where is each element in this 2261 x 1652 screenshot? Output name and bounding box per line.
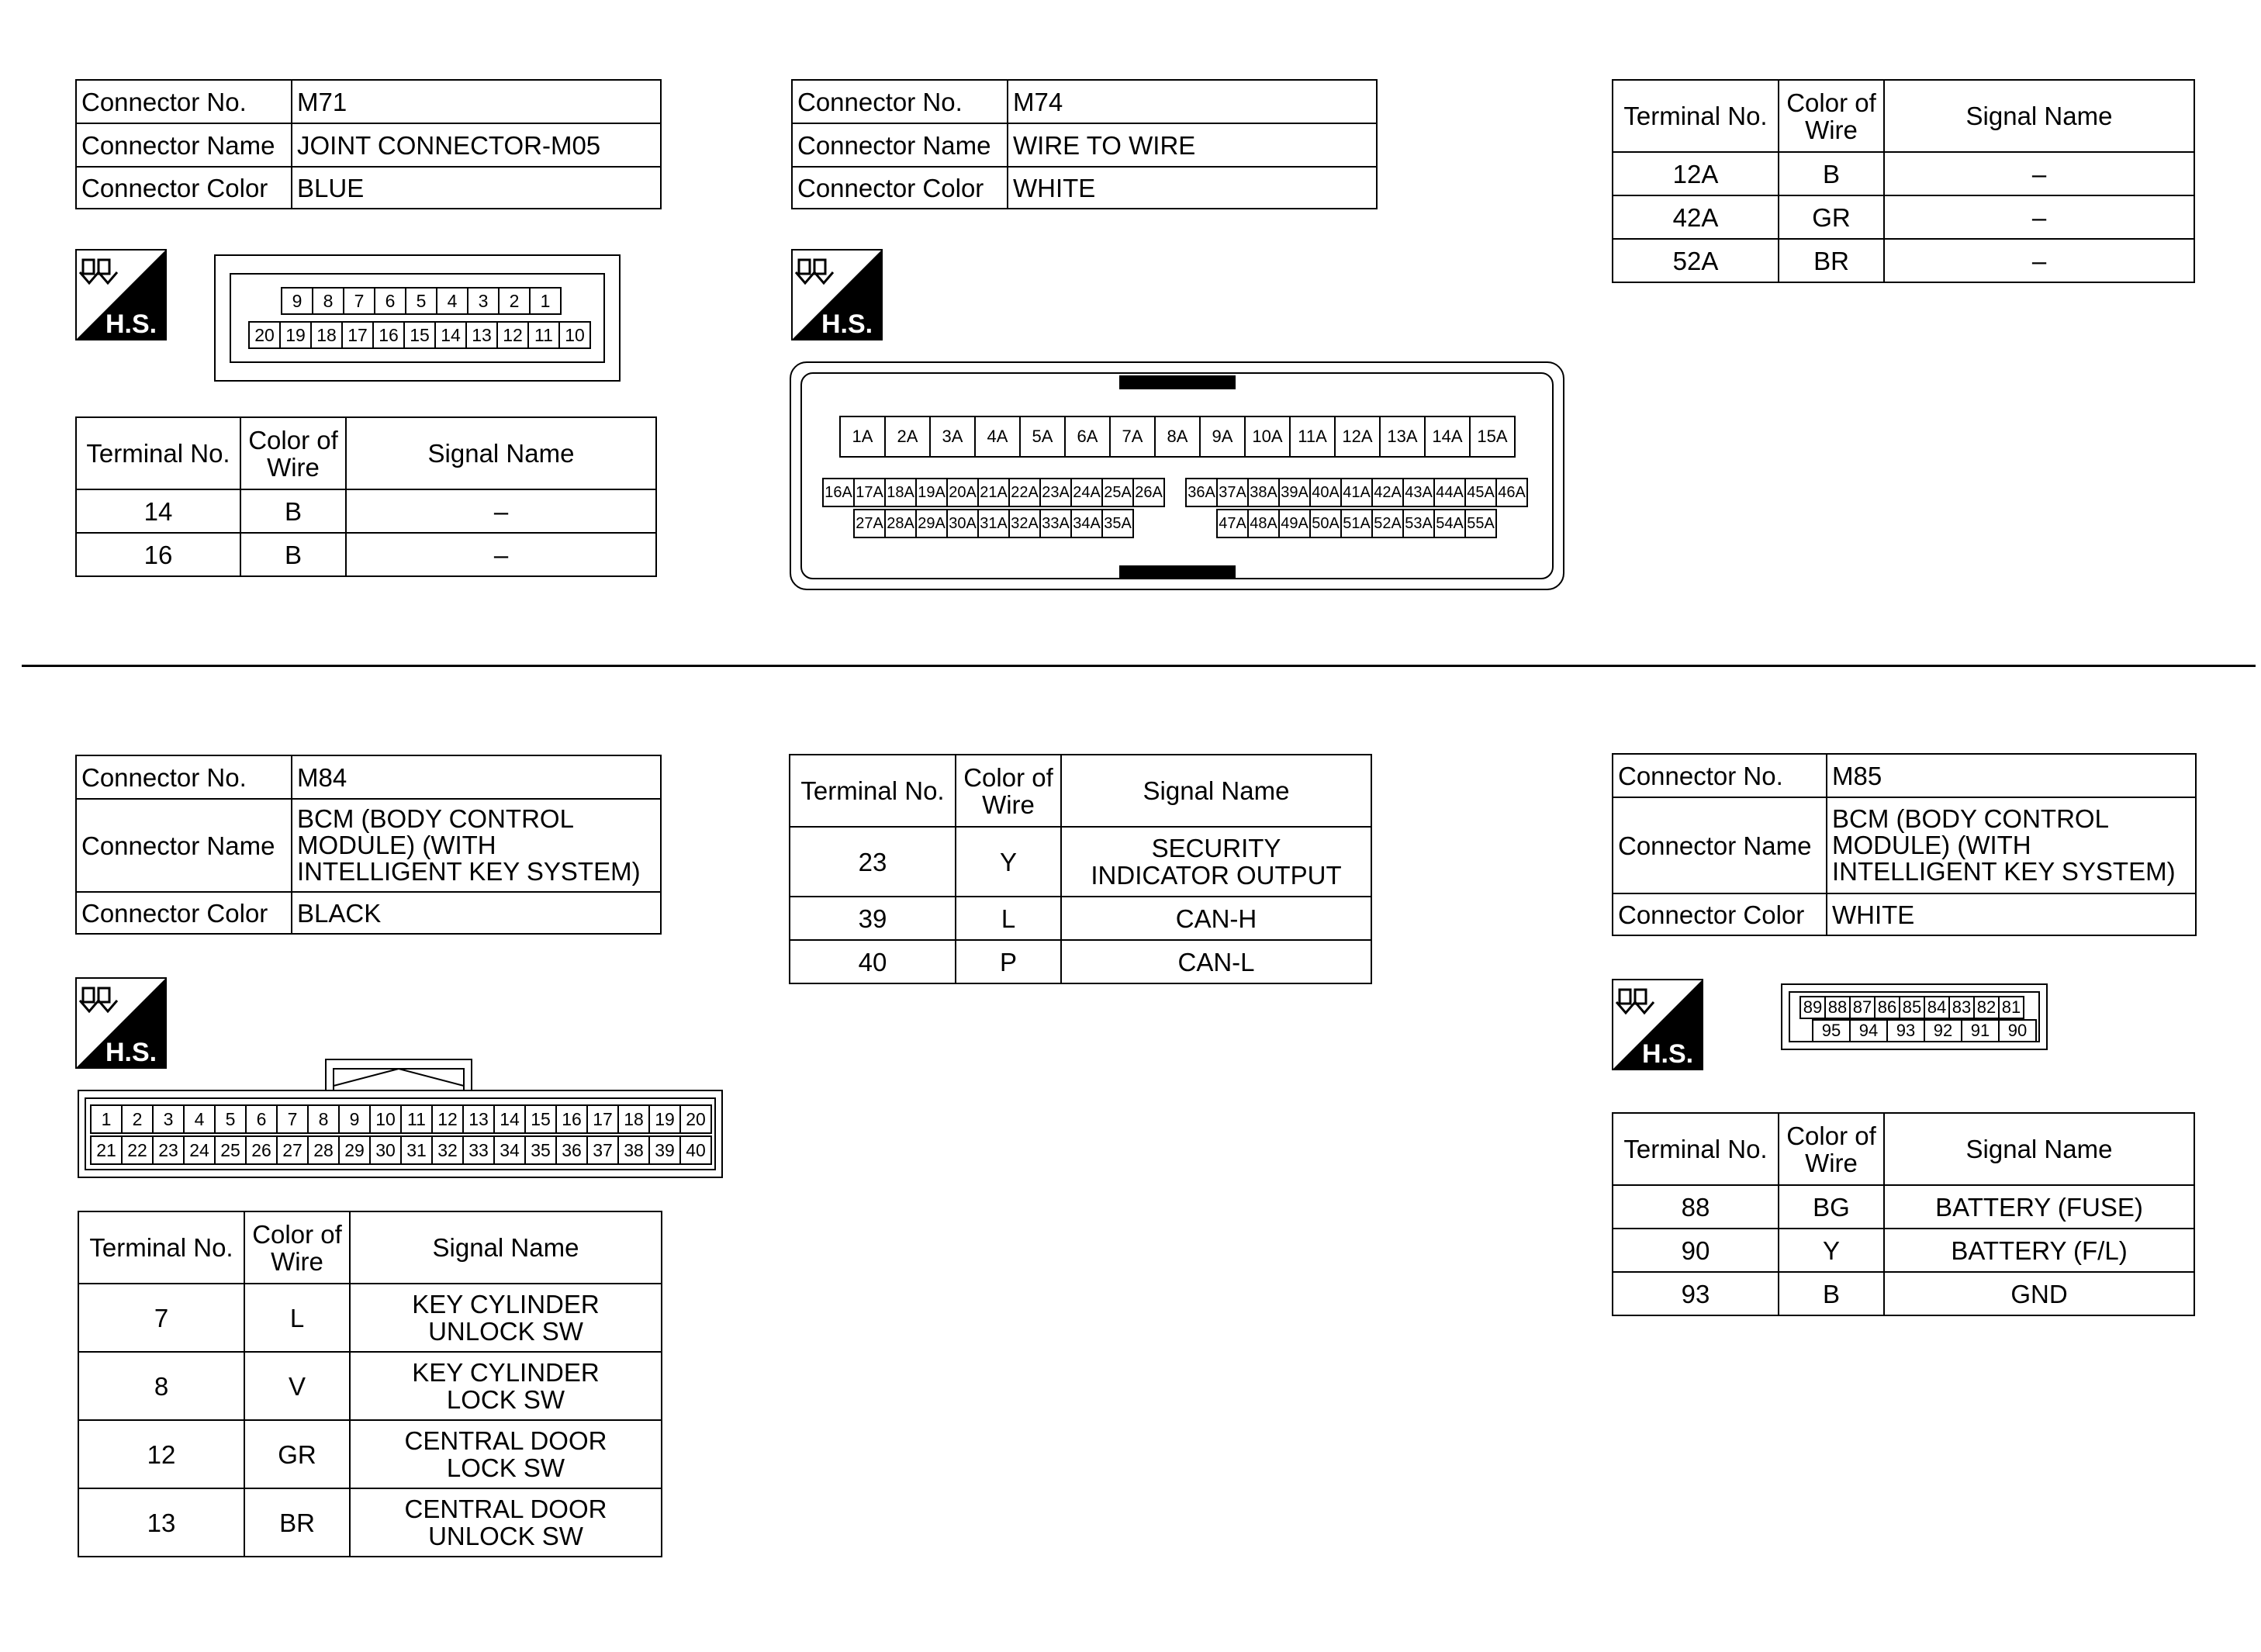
pin-29A: 29A [915,509,948,538]
m85-t1-signal: BATTERY (F/L) [1884,1229,2194,1272]
m84-name-line-3: INTELLIGENT KEY SYSTEM) [297,857,641,886]
pin-38A: 38A [1247,478,1280,507]
pin-35A: 35A [1101,509,1134,538]
pin-50A: 50A [1309,509,1342,538]
label-connector-name: Connector Name [792,123,1008,167]
pin-52A: 52A [1371,509,1404,538]
pin-38: 38 [617,1135,650,1165]
m84-t6-no: 40 [790,940,956,983]
pin-21: 21 [90,1135,123,1165]
m84-t1-no: 8 [78,1352,244,1420]
pin-15: 15 [524,1104,557,1134]
m84-t0-color: L [244,1284,350,1352]
signal-line: UNLOCK SW [428,1522,583,1550]
m74-t2-signal: – [1884,239,2194,282]
hs-label: H.S. [821,309,873,339]
pin-21A: 21A [977,478,1010,507]
pin-11: 11 [527,321,560,349]
m71-t0-color: B [240,489,346,533]
pin-13: 13 [462,1104,495,1134]
pin-12: 12 [431,1104,464,1134]
pin-89: 89 [1799,996,1826,1019]
m84-connector-no: M84 [292,755,661,799]
pin-3A: 3A [929,416,976,458]
pin-35: 35 [524,1135,557,1165]
pin-2: 2 [121,1104,154,1134]
pin-24A: 24A [1070,478,1103,507]
m85-t2-color: B [1779,1272,1884,1315]
pin-11: 11 [400,1104,433,1134]
m84-t0-signal [350,1284,662,1352]
m85-connector-face [1781,983,2048,1050]
label-terminal-no: Terminal No. [76,417,240,489]
pin-5A: 5A [1019,416,1066,458]
pin-43A: 43A [1402,478,1435,507]
m84-connector-face [78,1058,723,1179]
m84-t4-color: Y [956,827,1061,897]
m84-t2-signal [350,1420,662,1488]
pin-24: 24 [183,1135,216,1165]
pin-27A: 27A [853,509,886,538]
pin-54A: 54A [1433,509,1466,538]
m84-t6-signal: CAN-L [1061,940,1371,983]
m84-t6-color: P [956,940,1061,983]
section-divider [22,665,2256,667]
m71-t0-no: 14 [76,489,240,533]
m84-t5-no: 39 [790,897,956,940]
pin-31A: 31A [977,509,1010,538]
m85-name-line-1: BCM (BODY CONTROL [1832,804,2109,833]
pin-23: 23 [152,1135,185,1165]
m85-t2-no: 93 [1613,1272,1779,1315]
pin-1A: 1A [839,416,886,458]
hs-harness-side-icon [75,977,167,1069]
pin-19: 19 [279,321,312,349]
pin-5: 5 [405,287,437,315]
m74-t0-color: B [1779,152,1884,195]
pin-28: 28 [307,1135,340,1165]
pin-7A: 7A [1109,416,1156,458]
pin-1: 1 [529,287,562,315]
pin-1: 1 [90,1104,123,1134]
pin-40: 40 [679,1135,712,1165]
pin-26A: 26A [1132,478,1165,507]
m84-connector-color: BLACK [292,892,661,934]
pin-48A: 48A [1247,509,1280,538]
m71-t1-color: B [240,533,346,576]
pin-4: 4 [436,287,468,315]
pin-8A: 8A [1154,416,1201,458]
m71-info-table [75,79,662,209]
pin-26: 26 [245,1135,278,1165]
m84-t3-color: BR [244,1488,350,1557]
m74-t1-signal: – [1884,195,2194,239]
m71-t1-signal: – [346,533,656,576]
m84-t3-no: 13 [78,1488,244,1557]
m84-t4-no: 23 [790,827,956,897]
pin-22: 22 [121,1135,154,1165]
m74-info-table [791,79,1378,209]
m84-t1-color: V [244,1352,350,1420]
pin-30: 30 [369,1135,402,1165]
pin-15A: 15A [1469,416,1516,458]
pin-42A: 42A [1371,478,1404,507]
label-signal-name: Signal Name [346,417,656,489]
label-terminal-no: Terminal No. [790,755,956,827]
label-connector-no: Connector No. [76,80,292,123]
pin-19A: 19A [915,478,948,507]
label-color-of-wire: Color of Wire [1779,80,1884,152]
m74-terminal-table [1612,79,2195,283]
pin-18A: 18A [884,478,917,507]
m85-connector-name [1827,797,2196,893]
signal-line: LOCK SW [446,1385,565,1414]
label-signal-name: Signal Name [1061,755,1371,827]
m84-t1-signal [350,1352,662,1420]
pin-4A: 4A [974,416,1021,458]
pin-14: 14 [493,1104,526,1134]
m84-t5-signal: CAN-H [1061,897,1371,940]
m84-terminal-table-1 [78,1211,662,1557]
m85-t1-color: Y [1779,1229,1884,1272]
pin-11A: 11A [1289,416,1336,458]
signal-line: CENTRAL DOOR [404,1426,607,1455]
pin-31: 31 [400,1135,433,1165]
m84-t2-color: GR [244,1420,350,1488]
m85-t1-no: 90 [1613,1229,1779,1272]
pin-39A: 39A [1278,478,1311,507]
label-terminal-no: Terminal No. [78,1211,244,1284]
pin-20: 20 [248,321,281,349]
pin-34: 34 [493,1135,526,1165]
pin-83: 83 [1948,996,1975,1019]
m71-connector-no: M71 [292,80,661,123]
pin-10: 10 [369,1104,402,1134]
pin-46A: 46A [1495,478,1528,507]
pin-2: 2 [498,287,531,315]
pin-13A: 13A [1379,416,1426,458]
label-color-of-wire: Color of Wire [1779,1113,1884,1185]
signal-line: KEY CYLINDER [412,1358,600,1387]
pin-91: 91 [1961,1019,2000,1042]
label-signal-name: Signal Name [1884,80,2194,152]
pin-29: 29 [338,1135,371,1165]
label-color-of-wire: Color of Wire [956,755,1061,827]
pin-32: 32 [431,1135,464,1165]
m84-info-table [75,755,662,935]
pin-87: 87 [1849,996,1876,1019]
pin-18: 18 [310,321,343,349]
pin-85: 85 [1899,996,1925,1019]
pin-20: 20 [679,1104,712,1134]
m85-t0-no: 88 [1613,1185,1779,1229]
hs-harness-side-icon [75,249,167,340]
pin-33A: 33A [1039,509,1072,538]
label-connector-no: Connector No. [1613,754,1827,797]
signal-line: LOCK SW [446,1453,565,1482]
m74-connector-color: WHITE [1008,167,1377,209]
pin-39: 39 [648,1135,681,1165]
pin-41A: 41A [1340,478,1373,507]
m74-t2-no: 52A [1613,239,1779,282]
m74-t0-no: 12A [1613,152,1779,195]
label-signal-name: Signal Name [350,1211,662,1284]
pin-90: 90 [1998,1019,2037,1042]
pin-15: 15 [403,321,436,349]
signal-line: CENTRAL DOOR [404,1495,607,1523]
signal-line: UNLOCK SW [428,1317,583,1346]
pin-5: 5 [214,1104,247,1134]
m85-name-line-2: MODULE) (WITH [1832,831,2031,859]
signal-line: INDICATOR OUTPUT [1091,861,1342,890]
pin-3: 3 [152,1104,185,1134]
label-connector-color: Connector Color [792,167,1008,209]
label-connector-name: Connector Name [1613,797,1827,893]
pin-10A: 10A [1244,416,1291,458]
pin-82: 82 [1973,996,2000,1019]
pin-84: 84 [1924,996,1950,1019]
pin-86: 86 [1874,996,1900,1019]
pin-3: 3 [467,287,500,315]
label-connector-color: Connector Color [76,892,292,934]
hs-label: H.S. [105,1038,157,1067]
pin-27: 27 [276,1135,309,1165]
pin-28A: 28A [884,509,917,538]
pin-20A: 20A [946,478,979,507]
m85-t0-signal: BATTERY (FUSE) [1884,1185,2194,1229]
pin-81: 81 [1998,996,2024,1019]
pin-30A: 30A [946,509,979,538]
pin-9: 9 [281,287,313,315]
m84-t5-color: L [956,897,1061,940]
m85-t0-color: BG [1779,1185,1884,1229]
pin-19: 19 [648,1104,681,1134]
pin-44A: 44A [1433,478,1466,507]
m74-connector-face [790,361,1564,590]
label-connector-name: Connector Name [76,799,292,892]
pin-53A: 53A [1402,509,1435,538]
m84-t0-no: 7 [78,1284,244,1352]
pin-47A: 47A [1216,509,1249,538]
pin-36: 36 [555,1135,588,1165]
pin-6: 6 [245,1104,278,1134]
pin-8: 8 [307,1104,340,1134]
pin-12A: 12A [1334,416,1381,458]
m74-t0-signal: – [1884,152,2194,195]
pin-6: 6 [374,287,406,315]
label-signal-name: Signal Name [1884,1113,2194,1185]
pin-16A: 16A [822,478,855,507]
label-terminal-no: Terminal No. [1613,1113,1779,1185]
pin-13: 13 [465,321,498,349]
hs-label: H.S. [105,309,157,339]
pin-32A: 32A [1008,509,1041,538]
pin-33: 33 [462,1135,495,1165]
m84-connector-name [292,799,661,892]
label-color-of-wire: Color of Wire [244,1211,350,1284]
pin-6A: 6A [1064,416,1111,458]
m85-t2-signal: GND [1884,1272,2194,1315]
m71-terminal-table [75,416,657,577]
hs-harness-side-icon [791,249,883,340]
m84-terminal-table-2 [789,754,1372,984]
pin-17A: 17A [853,478,886,507]
pin-23A: 23A [1039,478,1072,507]
pin-7: 7 [276,1104,309,1134]
pin-9: 9 [338,1104,371,1134]
pin-4: 4 [183,1104,216,1134]
m85-info-table [1612,753,2197,936]
signal-line: SECURITY [1151,834,1281,862]
m85-name-line-3: INTELLIGENT KEY SYSTEM) [1832,857,2176,886]
pin-17: 17 [586,1104,619,1134]
pin-25A: 25A [1101,478,1134,507]
label-color-of-wire: Color of Wire [240,417,346,489]
m84-t2-no: 12 [78,1420,244,1488]
pin-16: 16 [372,321,405,349]
label-connector-name: Connector Name [76,123,292,167]
m84-t4-signal [1061,827,1371,897]
m74-connector-no: M74 [1008,80,1377,123]
pin-92: 92 [1924,1019,1962,1042]
m84-name-line-1: BCM (BODY CONTROL [297,804,574,833]
pin-93: 93 [1886,1019,1925,1042]
pin-14A: 14A [1424,416,1471,458]
pin-7: 7 [343,287,375,315]
m84-t3-signal [350,1488,662,1557]
label-connector-color: Connector Color [76,167,292,209]
pin-37A: 37A [1216,478,1249,507]
pin-25: 25 [214,1135,247,1165]
pin-55A: 55A [1464,509,1497,538]
pin-49A: 49A [1278,509,1311,538]
m71-t1-no: 16 [76,533,240,576]
pin-16: 16 [555,1104,588,1134]
m71-connector-name: JOINT CONNECTOR-M05 [292,123,661,167]
pin-18: 18 [617,1104,650,1134]
pin-2A: 2A [884,416,931,458]
label-connector-no: Connector No. [76,755,292,799]
m85-terminal-table [1612,1112,2195,1316]
m84-name-line-2: MODULE) (WITH [297,831,496,859]
pin-34A: 34A [1070,509,1103,538]
m74-t2-color: BR [1779,239,1884,282]
label-terminal-no: Terminal No. [1613,80,1779,152]
label-connector-no: Connector No. [792,80,1008,123]
m74-connector-name: WIRE TO WIRE [1008,123,1377,167]
m71-connector-color: BLUE [292,167,661,209]
m74-t1-no: 42A [1613,195,1779,239]
pin-9A: 9A [1199,416,1246,458]
pin-95: 95 [1812,1019,1851,1042]
pin-8: 8 [312,287,344,315]
pin-40A: 40A [1309,478,1342,507]
pin-14: 14 [434,321,467,349]
pin-17: 17 [341,321,374,349]
pin-36A: 36A [1185,478,1218,507]
pin-10: 10 [558,321,591,349]
hs-label: H.S. [1641,1039,1694,1069]
pin-37: 37 [586,1135,619,1165]
m85-connector-no: M85 [1827,754,2196,797]
pin-88: 88 [1824,996,1851,1019]
pin-45A: 45A [1464,478,1497,507]
signal-line: KEY CYLINDER [412,1290,600,1318]
m74-t1-color: GR [1779,195,1884,239]
m85-connector-color: WHITE [1827,893,2196,935]
m71-connector-face [214,254,621,382]
m71-t0-signal: – [346,489,656,533]
pin-51A: 51A [1340,509,1373,538]
pin-12: 12 [496,321,529,349]
pin-22A: 22A [1008,478,1041,507]
label-connector-color: Connector Color [1613,893,1827,935]
hs-harness-side-icon [1612,979,1703,1070]
pin-94: 94 [1849,1019,1888,1042]
